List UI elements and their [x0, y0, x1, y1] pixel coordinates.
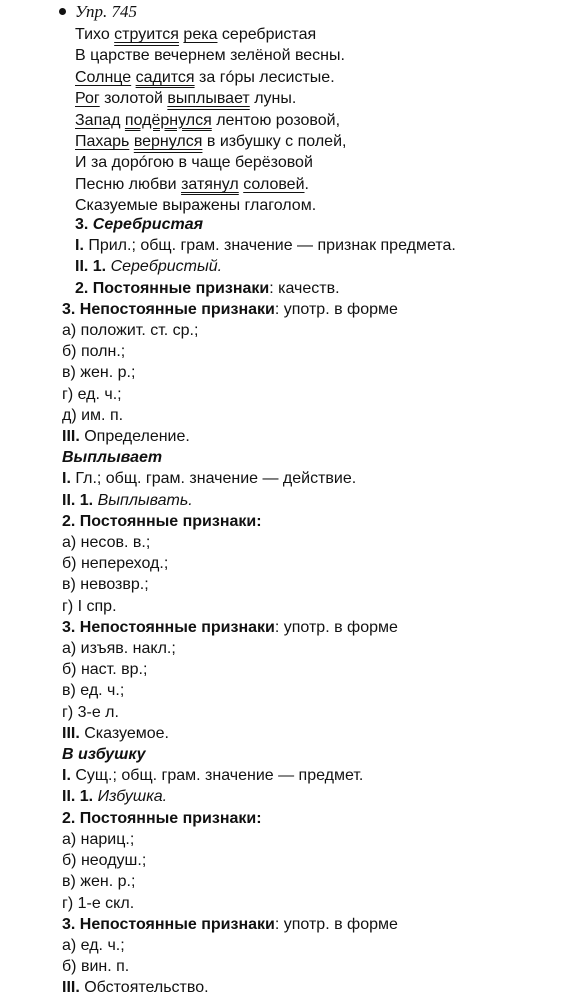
subject-word: соловей	[243, 175, 305, 193]
analysis-text: Избушка.	[97, 788, 168, 806]
analysis-text: б) неодуш.;	[62, 852, 147, 870]
poem-line	[75, 152, 346, 173]
analysis-text: : употр. в форме	[274, 300, 398, 318]
poem-text-run: Песню любви	[75, 175, 182, 193]
analysis-line	[62, 935, 456, 956]
analysis-label: 3. Непостоянные признаки	[62, 300, 275, 318]
analysis-line	[62, 532, 456, 553]
analysis-text: б) непереход.;	[62, 555, 169, 573]
subject-word: Рог	[75, 90, 100, 108]
poem-line	[75, 45, 346, 66]
analysis-text: Сказуемое.	[79, 724, 169, 742]
analysis-line	[62, 278, 456, 299]
analysis-label: I.	[62, 470, 71, 488]
poem-text	[75, 24, 346, 217]
analysis-text: б) вин. п.	[62, 958, 130, 976]
analysis-line	[62, 723, 456, 744]
analysis-line	[62, 808, 456, 829]
analysis-label: I.	[62, 767, 71, 785]
analysis-text: в) невозвр.;	[62, 576, 149, 594]
poem-line	[75, 110, 346, 131]
analysis-line	[62, 659, 456, 680]
analysis-text: в) ед. ч.;	[62, 682, 125, 700]
analysis-line	[62, 511, 456, 532]
analysis-label: II. 1.	[62, 491, 94, 509]
analysis-text: Определение.	[79, 428, 190, 446]
analysis-line	[62, 553, 456, 574]
analysis-line	[62, 829, 456, 850]
poem-text-run: в избушку с полей,	[202, 133, 347, 151]
analysis-line	[62, 299, 456, 320]
subject-word: Пахарь	[75, 133, 130, 151]
analysis-text: Сущ.; общ. грам. значение — предмет.	[70, 767, 364, 785]
analysis-text: в) жен. р.;	[62, 364, 136, 382]
predicate-word: выплывает	[167, 90, 250, 108]
analysis-line	[62, 490, 456, 511]
analysis-line	[62, 341, 456, 362]
analysis-text: а) нариц.;	[62, 830, 135, 848]
analysis-label: I.	[75, 237, 84, 255]
predicate-word: подёрнулся	[124, 111, 212, 129]
analysis-line	[62, 765, 456, 786]
analysis-text: г) 3-е л.	[62, 703, 119, 721]
poem-text-run: .	[304, 175, 309, 193]
analysis-text: а) несов. в.;	[62, 534, 151, 552]
analysis-label: 2. Постоянные признаки:	[62, 809, 262, 827]
analysis-line	[62, 702, 456, 723]
analysis-text: г) ед. ч.;	[62, 385, 122, 403]
predicate-word: вернулся	[133, 133, 203, 151]
analysis-text: : употр. в форме	[274, 915, 398, 933]
analysis-line	[62, 977, 456, 998]
analysis-line	[62, 871, 456, 892]
analysis-text: д) им. п.	[62, 406, 124, 424]
predicate-word: струится	[114, 26, 179, 43]
poem-line	[75, 131, 346, 152]
analysis-line	[62, 447, 456, 468]
word-heading: Серебристая	[92, 216, 204, 233]
subject-word: река	[183, 26, 218, 43]
analysis-line	[62, 256, 456, 277]
poem-line	[75, 88, 346, 109]
predicate-word: садится	[135, 68, 195, 86]
analysis-line	[62, 235, 456, 256]
analysis-label: 3.	[75, 216, 93, 233]
analysis-line	[62, 893, 456, 914]
analysis-line	[62, 426, 456, 447]
analysis-text: : качеств.	[269, 279, 340, 297]
analysis-text: а) положит. ст. ср.;	[62, 322, 199, 340]
word-heading: Выплывает	[62, 449, 163, 467]
poem-text-run: луны.	[249, 90, 297, 108]
analysis-line	[62, 744, 456, 765]
analysis-line	[62, 914, 456, 935]
analysis-text: а) ед. ч.;	[62, 936, 125, 954]
bullet-icon	[59, 8, 66, 15]
poem-text-run: В царстве вечернем зелёной весны.	[75, 47, 345, 65]
analysis-text: : употр. в форме	[274, 618, 398, 636]
analysis-text: б) полн.;	[62, 343, 126, 361]
analysis-line	[62, 680, 456, 701]
analysis-label: 2. Постоянные признаки:	[62, 512, 262, 530]
analysis-label: III.	[62, 724, 80, 742]
analysis-line	[62, 786, 456, 807]
analysis-line	[62, 214, 456, 235]
analysis-line	[62, 405, 456, 426]
analysis-text: б) наст. вр.;	[62, 661, 148, 679]
analysis-text: а) изъяв. накл.;	[62, 640, 176, 658]
morphological-analysis	[62, 214, 456, 999]
analysis-text: Серебристый.	[110, 258, 223, 276]
exercise-header	[59, 2, 137, 22]
analysis-line	[62, 468, 456, 489]
poem-line	[75, 67, 346, 88]
analysis-text: г) I спр.	[62, 597, 117, 615]
analysis-text: в) жен. р.;	[62, 873, 136, 891]
analysis-label: II. 1.	[75, 258, 107, 276]
analysis-line	[62, 596, 456, 617]
analysis-line	[62, 320, 456, 341]
analysis-label: 3. Непостоянные признаки	[62, 618, 275, 636]
analysis-line	[62, 362, 456, 383]
exercise-number: Упр. 745	[75, 2, 137, 21]
poem-line	[75, 174, 346, 195]
subject-word: Солнце	[75, 68, 132, 86]
subject-word: Запад	[75, 111, 121, 129]
analysis-line	[62, 956, 456, 977]
analysis-line	[62, 384, 456, 405]
analysis-label: III.	[62, 979, 80, 997]
poem-text-run: И за дорóгою в чаще берёзовой	[75, 154, 313, 172]
analysis-label: 3. Непостоянные признаки	[62, 915, 275, 933]
analysis-label: III.	[62, 428, 80, 446]
poem-line	[75, 24, 346, 45]
poem-text-run: за гóры лесистые.	[194, 68, 335, 86]
analysis-text: Гл.; общ. грам. значение — действие.	[70, 470, 357, 488]
predicate-word: затянул	[181, 175, 239, 193]
poem-text-run: золотой	[99, 90, 168, 108]
analysis-label: II. 1.	[62, 788, 94, 806]
poem-text-run: серебристая	[217, 26, 317, 43]
analysis-text: г) 1-е скл.	[62, 894, 135, 912]
word-heading: В избушку	[62, 746, 146, 764]
analysis-label: 2. Постоянные признаки	[75, 279, 270, 297]
analysis-text: Выплывать.	[97, 491, 193, 509]
poem-text-run: Сказуемые выражены глаголом.	[75, 197, 317, 215]
poem-text-run: Тихо	[75, 26, 115, 43]
analysis-line	[62, 574, 456, 595]
analysis-line	[62, 638, 456, 659]
analysis-line	[62, 850, 456, 871]
analysis-text: Обстоятельство.	[79, 979, 209, 997]
analysis-line	[62, 617, 456, 638]
analysis-text: Прил.; общ. грам. значение — признак предмета.	[83, 237, 456, 255]
poem-text-run: лентою розовой,	[211, 111, 341, 129]
